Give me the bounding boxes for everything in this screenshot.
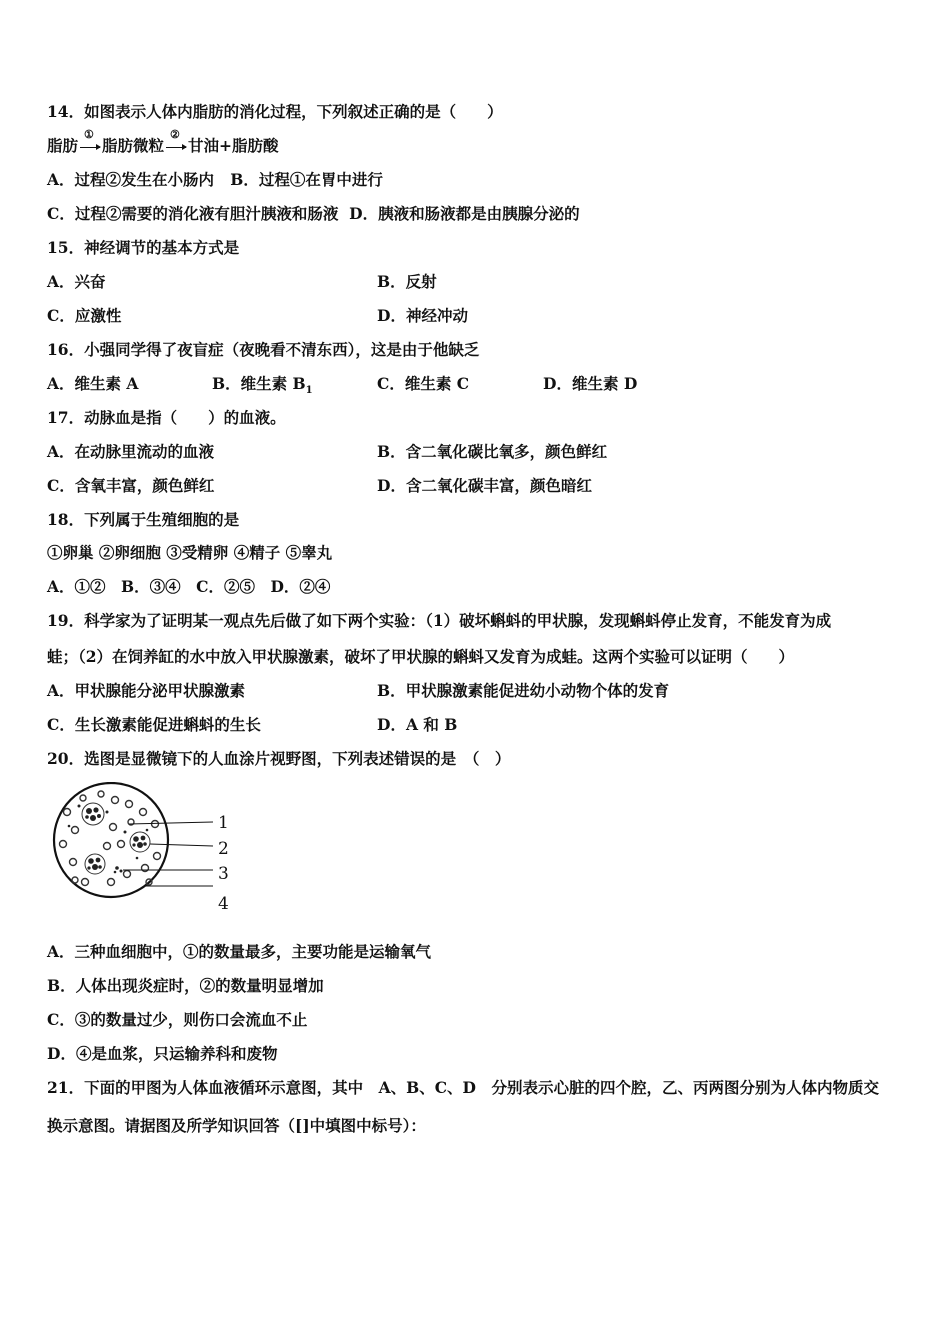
- q17-stem: 17．动脉血是指（ ）的血液。: [47, 408, 286, 427]
- q14-process-particles: 脂肪微粒: [102, 136, 165, 155]
- q17-option-b: B．含二氧化碳比氧多，颜色鲜红: [377, 442, 608, 461]
- q14-process: [47, 128, 279, 156]
- q20-stem: 20．选图是显微镜下的人血涂片视野图，下列表述错误的是 （ ）: [47, 749, 511, 768]
- q19-option-a: A．甲状腺能分泌甲状腺激素: [47, 681, 246, 700]
- q14-option-line-2: [47, 204, 580, 224]
- figure-label-1: 1: [218, 813, 229, 833]
- q17-option-a: A．在动脉里流动的血液: [47, 442, 215, 461]
- q15-option-b: B．反射: [377, 272, 437, 291]
- q18-items: ①卵巢 ②卵细胞 ③受精卵 ④精子 ⑤睾丸: [47, 543, 333, 562]
- q16-option-d: D．维生素 D: [543, 374, 638, 393]
- q16-option-b: B．维生素 $B_1$: [212, 374, 313, 397]
- blood-smear-figure: [45, 782, 245, 917]
- q20-option-d: D．④是血浆，只运输养科和废物: [47, 1044, 278, 1063]
- q14-option-a: A．过程②发生在小肠内: [47, 170, 215, 189]
- q14-option-line-1: [47, 170, 383, 190]
- q21-stem-line-2: 换示意图。请据图及所学知识回答（[]中填图中标号）：: [47, 1116, 426, 1135]
- q20-option-c: C．③的数量过少，则伤口会流血不止: [47, 1010, 308, 1029]
- q21-stem-line-1: 21．下面的甲图为人体血液循环示意图，其中 A、B、C、D 分别表示心脏的四个腔，乙、丙两图分别为人体内物质交: [47, 1078, 879, 1097]
- q18-options: A．①② B．③④ C．②⑤ D．②④: [47, 577, 331, 596]
- q19-stem-line-1: 19．科学家为了证明某一观点先后做了如下两个实验：（1）破坏蝌蚪的甲状腺，发现蝌蚪停止发育，不能发育为成: [47, 611, 832, 630]
- figure-label-2: 2: [218, 839, 229, 859]
- q15-stem: 15．神经调节的基本方式是: [47, 238, 240, 257]
- q15-option-c: C．应激性: [47, 306, 122, 325]
- q14-option-d: D．胰液和肠液都是由胰腺分泌的: [349, 204, 580, 223]
- q14-option-b: B．过程①在胃中进行: [230, 170, 383, 189]
- q14-stem: 14．如图表示人体内脂肪的消化过程，下列叙述正确的是（ ）: [47, 102, 503, 121]
- q19-option-d: D．A 和 B: [377, 715, 458, 734]
- q15-option-d: D．神经冲动: [377, 306, 468, 325]
- q14-process-products: 甘油+脂肪酸: [188, 136, 279, 155]
- q17-option-c: C．含氧丰富，颜色鲜红: [47, 476, 215, 495]
- q19-option-c: C．生长激素能促进蝌蚪的生长: [47, 715, 261, 734]
- q16-stem: 16．小强同学得了夜盲症（夜晚看不清东西），这是由于他缺乏: [47, 340, 480, 359]
- q14-option-c: C．过程②需要的消化液有胆汁胰液和肠液: [47, 204, 339, 223]
- q15-option-a: A．兴奋: [47, 272, 106, 291]
- figure-label-4: 4: [218, 894, 229, 914]
- q14-process-fat: 脂肪: [47, 136, 79, 155]
- q19-stem-line-2: 蛙；（2）在饲养缸的水中放入甲状腺激素，破坏了甲状腺的蝌蚪又发育为成蛙。这两个实验可以证明（ ）: [47, 647, 795, 666]
- q18-stem: 18．下列属于生殖细胞的是: [47, 510, 240, 529]
- q20-option-b: B．人体出现炎症时，②的数量明显增加: [47, 976, 324, 995]
- q16-option-a: A．维生素 A: [47, 374, 139, 393]
- q19-option-b: B．甲状腺激素能促进幼小动物个体的发育: [377, 681, 670, 700]
- figure-label-3: 3: [218, 864, 229, 884]
- arrow-icon: ①: [79, 137, 101, 153]
- arrow-icon: ②: [165, 137, 187, 153]
- q20-option-a: A．三种血细胞中，①的数量最多，主要功能是运输氧气: [47, 942, 432, 961]
- q17-option-d: D．含二氧化碳丰富，颜色暗红: [377, 476, 592, 495]
- q16-option-c: C．维生素 C: [377, 374, 470, 393]
